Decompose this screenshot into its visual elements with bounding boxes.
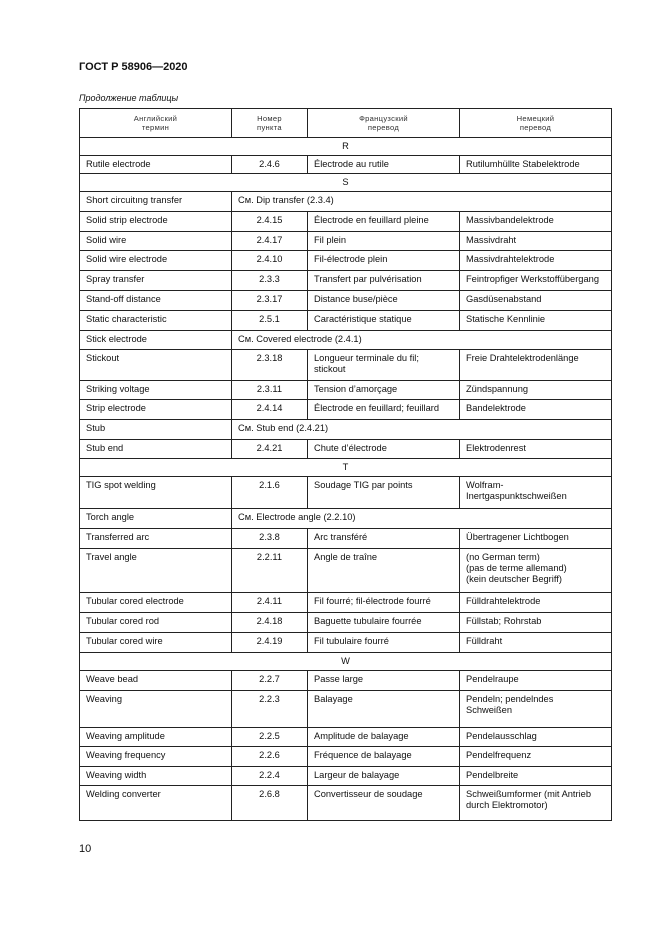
french-translation: Caractéristique statique [308,311,460,331]
french-translation: Fil tubulaire fourré [308,633,460,653]
french-translation: Largeur de balayage [308,767,460,786]
clause-number: 2.4.15 [232,212,308,232]
english-term: Rutile electrode [80,156,232,174]
german-translation: Massivdrahtelektrode [460,251,612,271]
table-row [80,747,612,767]
german-translation: Füllstab; Rohrstab [460,613,612,633]
cross-reference-row [80,331,612,350]
column-header-german: Немецкий перевод [460,109,612,138]
cross-reference-row [80,192,612,212]
table-row [80,156,612,174]
german-translation: Übertragener Lichtbogen [460,529,612,549]
see-reference: См. Covered electrode (2.4.1) [232,331,612,350]
cross-reference-row [80,420,612,440]
section-letter-row [80,174,612,192]
table-row [80,633,612,653]
french-translation: Tension d’amorçage [308,381,460,400]
german-translation: Zündspannung [460,381,612,400]
german-translation: Massivbandelektrode [460,212,612,232]
german-translation: Gasdüsenabstand [460,291,612,311]
french-translation: Passe large [308,671,460,691]
english-term: Stub [80,420,232,440]
clause-number: 2.3.8 [232,529,308,549]
english-term: Weaving frequency [80,747,232,767]
german-translation: (no German term) (pas de terme allemand) (kein deutscher Begriff) [460,549,612,593]
french-translation: Électrode en feuillard; feuillard [308,400,460,420]
french-translation: Électrode en feuillard pleine [308,212,460,232]
german-translation: Pendelraupe [460,671,612,691]
section-letter-row [80,459,612,477]
english-term: Solid wire electrode [80,251,232,271]
clause-number: 2.4.18 [232,613,308,633]
table-row [80,232,612,251]
section-letter-row [80,653,612,671]
table-row [80,381,612,400]
table-row [80,440,612,459]
see-reference: См. Stub end (2.4.21) [232,420,612,440]
french-translation: Distance buse/pièce [308,291,460,311]
section-letter: T [80,459,612,477]
german-translation: Bandelektrode [460,400,612,420]
german-translation: Feintropfiger Werkstoffübergang [460,271,612,291]
english-term: Welding converter [80,786,232,821]
table-header-row [80,109,612,138]
french-translation: Amplitude de balayage [308,728,460,747]
french-translation: Chute d’électrode [308,440,460,459]
table-caption: Продолжение таблицы [79,93,179,103]
french-translation: Soudage TIG par points [308,477,460,509]
german-translation: Pendelbreite [460,767,612,786]
clause-number: 2.2.6 [232,747,308,767]
clause-number: 2.2.4 [232,767,308,786]
clause-number: 2.3.11 [232,381,308,400]
french-translation: Arc transféré [308,529,460,549]
english-term: Stick electrode [80,331,232,350]
clause-number: 2.2.11 [232,549,308,593]
english-term: Torch angle [80,509,232,529]
section-letter: W [80,653,612,671]
clause-number: 2.2.5 [232,728,308,747]
table-row [80,311,612,331]
table-body [80,138,612,821]
table-row [80,767,612,786]
english-term: Weaving [80,691,232,728]
clause-number: 2.1.6 [232,477,308,509]
french-translation: Fil-électrode plein [308,251,460,271]
clause-number: 2.4.19 [232,633,308,653]
english-term: Tubular cored electrode [80,593,232,613]
french-translation: Fil fourré; fil-électrode fourré [308,593,460,613]
french-translation: Électrode au rutile [308,156,460,174]
see-reference: См. Dip transfer (2.3.4) [232,192,612,212]
english-term: Solid wire [80,232,232,251]
section-letter: S [80,174,612,192]
clause-number: 2.4.21 [232,440,308,459]
table-row [80,350,612,381]
column-header-english: Английский термин [80,109,232,138]
english-term: Weaving amplitude [80,728,232,747]
english-term: Tubular cored wire [80,633,232,653]
english-term: Stand-off distance [80,291,232,311]
german-translation: Rutilumhüllte Stabelektrode [460,156,612,174]
english-term: Striking voltage [80,381,232,400]
table-row [80,786,612,821]
section-letter: R [80,138,612,156]
english-term: Static characteristic [80,311,232,331]
french-translation: Baguette tubulaire fourrée [308,613,460,633]
english-term: Travel angle [80,549,232,593]
column-header-french: Французский перевод [308,109,460,138]
english-term: Solid strip electrode [80,212,232,232]
english-term: Stickout [80,350,232,381]
table-row [80,400,612,420]
table-row [80,728,612,747]
clause-number: 2.3.17 [232,291,308,311]
table-row [80,477,612,509]
see-reference: См. Electrode angle (2.2.10) [232,509,612,529]
clause-number: 2.3.18 [232,350,308,381]
table-row [80,549,612,593]
english-term: TIG spot welding [80,477,232,509]
french-translation: Angle de traîne [308,549,460,593]
clause-number: 2.4.14 [232,400,308,420]
english-term: Tubular cored rod [80,613,232,633]
german-translation: Schweißumformer (mit Antrieb durch Elektromotor) [460,786,612,821]
column-header-number: Номер пункта [232,109,308,138]
french-translation: Fil plein [308,232,460,251]
english-term: Spray transfer [80,271,232,291]
table-row [80,691,612,728]
table-row [80,671,612,691]
table-row [80,271,612,291]
german-translation: Statische Kennlinie [460,311,612,331]
clause-number: 2.5.1 [232,311,308,331]
cross-reference-row [80,509,612,529]
english-term: Stub end [80,440,232,459]
table-row [80,593,612,613]
table-row [80,212,612,232]
german-translation: Pendelfrequenz [460,747,612,767]
german-translation: Fülldraht [460,633,612,653]
clause-number: 2.2.3 [232,691,308,728]
table-row [80,529,612,549]
german-translation: Elektrodenrest [460,440,612,459]
french-translation: Longueur terminale du fil; stickout [308,350,460,381]
clause-number: 2.4.11 [232,593,308,613]
section-letter-row [80,138,612,156]
english-term: Transferred arc [80,529,232,549]
german-translation: Massivdraht [460,232,612,251]
english-term: Short circuitıng transfer [80,192,232,212]
table-row [80,251,612,271]
german-translation: Pendeln; pendelndes Schweißen [460,691,612,728]
clause-number: 2.4.17 [232,232,308,251]
english-term: Weaving width [80,767,232,786]
clause-number: 2.2.7 [232,671,308,691]
german-translation: Wolfram- Inertgaspunktschweißen [460,477,612,509]
french-translation: Transfert par pulvérisation [308,271,460,291]
document-code: ГОСТ Р 58906—2020 [79,61,188,73]
german-translation: Freie Drahtelektrodenlänge [460,350,612,381]
clause-number: 2.4.6 [232,156,308,174]
german-translation: Pendelausschlag [460,728,612,747]
french-translation: Fréquence de balayage [308,747,460,767]
clause-number: 2.4.10 [232,251,308,271]
english-term: Weave bead [80,671,232,691]
french-translation: Convertisseur de soudage [308,786,460,821]
german-translation: Fülldrahtelektrode [460,593,612,613]
clause-number: 2.3.3 [232,271,308,291]
table-row [80,291,612,311]
french-translation: Balayage [308,691,460,728]
terms-table [79,108,612,821]
english-term: Strip electrode [80,400,232,420]
page-number: 10 [79,843,92,855]
table-row [80,613,612,633]
clause-number: 2.6.8 [232,786,308,821]
